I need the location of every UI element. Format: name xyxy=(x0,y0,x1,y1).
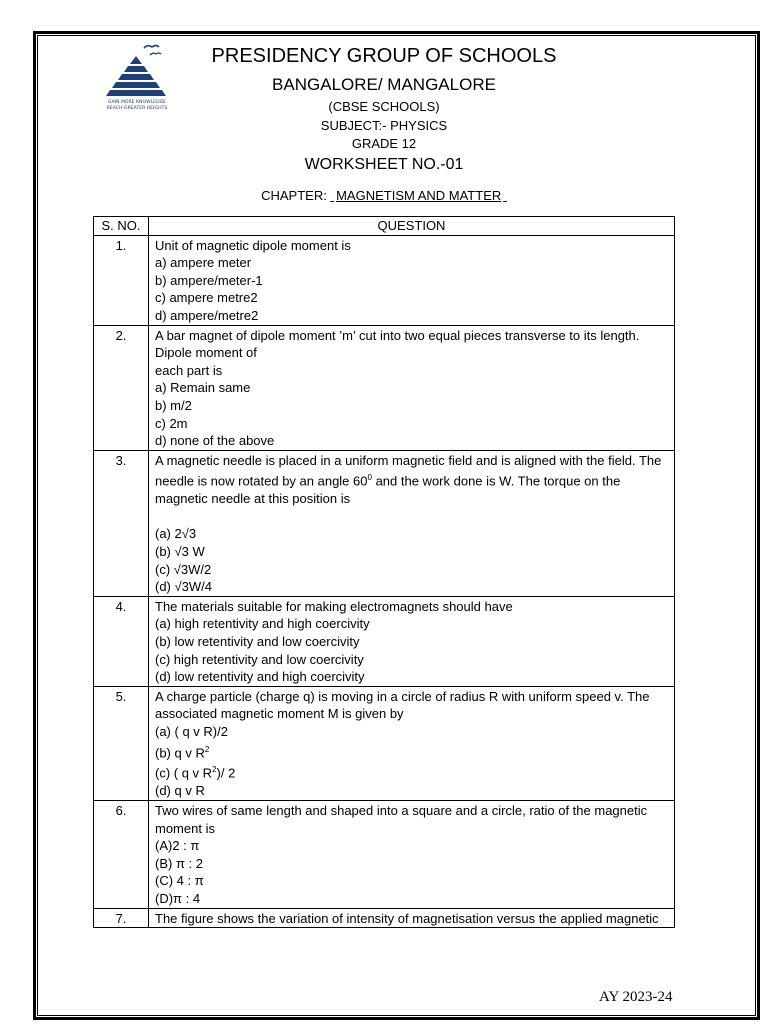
academic-year: AY 2023-24 xyxy=(599,989,673,1005)
question-option: (c) high retentivity and low coercivity xyxy=(155,651,364,667)
question-number: 6. xyxy=(94,800,149,908)
question-stem: Two wires of same length and shaped into a square and a circle, ratio of the magnetic moment is xyxy=(155,802,648,836)
question-option: (D)π : 4 xyxy=(155,890,201,906)
table-row xyxy=(94,450,675,596)
blank-line xyxy=(155,508,668,526)
question-option: (d) √3W/4 xyxy=(155,579,212,595)
column-header-question: QUESTION xyxy=(149,217,675,236)
question-stem: each part is xyxy=(155,362,223,378)
question-number: 7. xyxy=(94,908,149,928)
question-option: c) ampere metre2 xyxy=(155,290,258,306)
question-number: 2. xyxy=(94,325,149,450)
question-stem: Unit of magnetic dipole moment is xyxy=(155,237,351,253)
question-option: b) m/2 xyxy=(155,397,192,413)
worksheet-title: WORKSHEET NO.-01 xyxy=(304,156,464,173)
column-header-sno: S. NO. xyxy=(94,217,149,236)
question-cell xyxy=(149,325,675,450)
question-option: (c) √3W/2 xyxy=(155,561,212,577)
question-option: (b) q v $R^2$ xyxy=(155,744,210,760)
question-option: (a) 2√3 xyxy=(155,526,197,542)
question-stem: A magnetic needle is placed in a uniform magnetic field and is aligned with the field. The needle is now rotated by an angle $60^0$ and the work done is W. The torque on the magnetic needle at this position is xyxy=(155,452,662,507)
question-option: (d) low retentivity and high coercivity xyxy=(155,669,365,685)
question-option: (a) high retentivity and high coercivity xyxy=(155,616,370,632)
question-option: (A)2 : π xyxy=(155,838,200,854)
question-option: (d) q v R xyxy=(155,783,205,799)
table-header-row xyxy=(94,217,675,236)
question-number: 5. xyxy=(94,686,149,800)
question-cell xyxy=(149,800,675,908)
question-option: (B) π : 2 xyxy=(155,855,203,871)
question-cell xyxy=(149,596,675,686)
question-option: (b) low retentivity and low coercivity xyxy=(155,633,360,649)
question-option: a) ampere meter xyxy=(155,255,252,271)
question-option: d) ampere/metre2 xyxy=(155,307,259,323)
question-cell xyxy=(149,235,675,325)
question-cell xyxy=(149,908,675,928)
question-table xyxy=(93,216,675,928)
chapter-value: MAGNETISM AND MATTER xyxy=(336,188,502,203)
question-number: 1. xyxy=(94,235,149,325)
question-cell xyxy=(149,450,675,596)
table-row xyxy=(94,686,675,800)
board-label: (CBSE SCHOOLS) xyxy=(328,99,440,114)
chapter-label: CHAPTER: xyxy=(261,188,327,203)
question-option: (a) ( q v R)/2 xyxy=(155,723,228,739)
question-option: b) ampere/meter-1 xyxy=(155,272,263,288)
question-number: 3. xyxy=(94,450,149,596)
chapter-line xyxy=(0,188,768,203)
question-option: (c) ( q v $R^2)/$ 2 xyxy=(155,765,236,781)
question-option: (C) 4 : π xyxy=(155,873,204,889)
school-location: BANGALORE/ MANGALORE xyxy=(272,75,496,94)
question-option: (b) √3 W xyxy=(155,544,205,560)
question-stem: A charge particle (charge q) is moving in a circle of radius R with uniform speed v. The associated magnetic moment M is given by xyxy=(155,688,650,722)
question-option: a) Remain same xyxy=(155,380,251,396)
table-row xyxy=(94,596,675,686)
table-row xyxy=(94,325,675,450)
table-row xyxy=(94,908,675,928)
question-cell xyxy=(149,686,675,800)
school-name: PRESIDENCY GROUP OF SCHOOLS xyxy=(211,45,557,67)
question-stem: The materials suitable for making electromagnets should have xyxy=(155,598,513,614)
svg-text:GAIN MORE KNOWLEDGE: GAIN MORE KNOWLEDGE xyxy=(107,100,167,105)
question-option: c) 2m xyxy=(155,415,188,431)
question-option: d) none of the above xyxy=(155,433,275,449)
question-stem: A bar magnet of dipole moment ’m’ cut into two equal pieces transverse to its length. Dipole moment of xyxy=(155,327,640,361)
svg-text:REACH GREATER HEIGHTS: REACH GREATER HEIGHTS xyxy=(106,106,168,111)
question-stem: The figure shows the variation of intensity of magnetisation versus the applied magnetic xyxy=(155,910,659,926)
table-row xyxy=(94,800,675,908)
table-row xyxy=(94,235,675,325)
question-number: 4. xyxy=(94,596,149,686)
grade-label: GRADE 12 xyxy=(351,136,417,151)
subject-label: SUBJECT:- PHYSICS xyxy=(320,118,448,133)
